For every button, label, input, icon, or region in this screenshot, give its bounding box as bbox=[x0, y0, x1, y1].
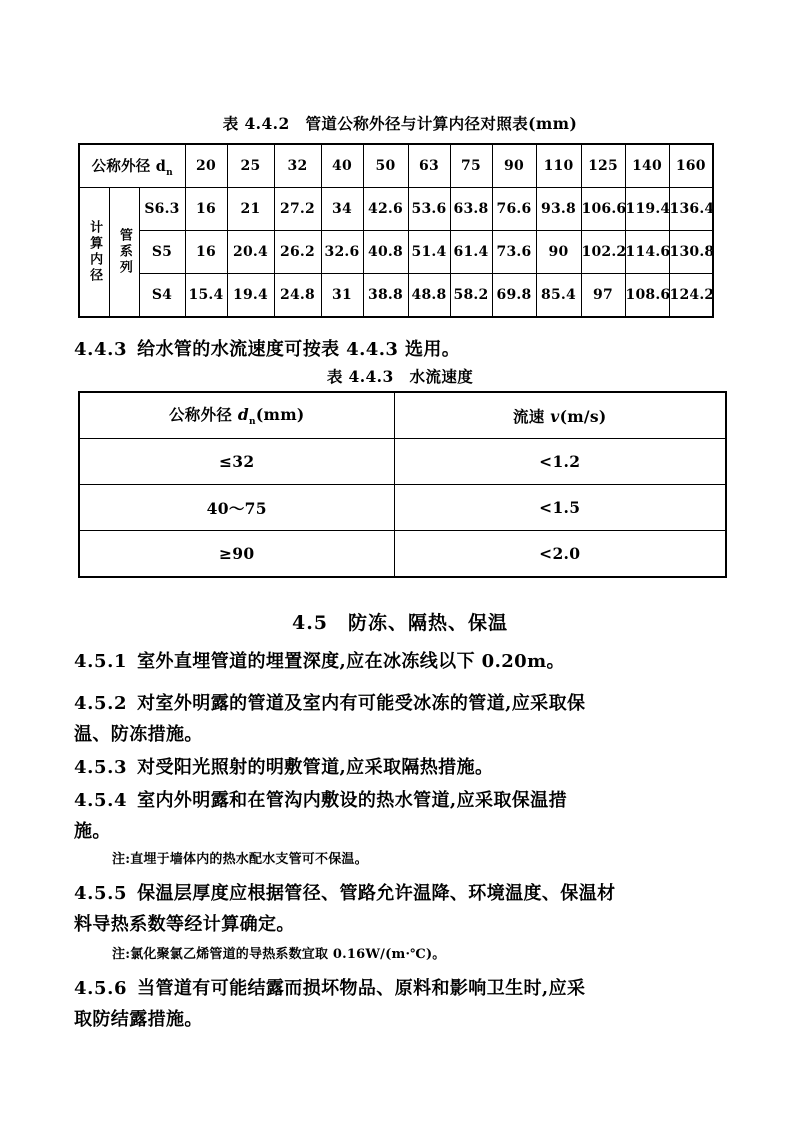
table-442-col-head: 32 bbox=[274, 144, 321, 188]
table-442-col-head: 50 bbox=[363, 144, 408, 188]
table-cell: 21 bbox=[227, 188, 274, 231]
table-cell: 24.8 bbox=[274, 274, 321, 318]
table-cell: 130.8 bbox=[669, 231, 713, 274]
clause-number: 4.5.6 bbox=[74, 978, 128, 999]
clause-text: 给水管的水流速度可按表 4.4.3 选用。 bbox=[137, 339, 461, 360]
table-row bbox=[79, 485, 726, 531]
table-442-header-row bbox=[79, 144, 713, 188]
table-442-col-head: 75 bbox=[450, 144, 492, 188]
table-443-col-head-diameter bbox=[79, 392, 394, 439]
clause-number: 4.5.5 bbox=[74, 883, 128, 904]
clause-4-5-2 bbox=[74, 688, 585, 719]
clause-line: 取防结露措施。 bbox=[74, 1009, 203, 1030]
table-cell: 69.8 bbox=[492, 274, 536, 318]
table-cell: 58.2 bbox=[450, 274, 492, 318]
clause-number: 4.4.3 bbox=[74, 339, 128, 360]
table-cell-velocity: <1.2 bbox=[394, 439, 726, 485]
table-cell: 34 bbox=[321, 188, 363, 231]
table-cell: 19.4 bbox=[227, 274, 274, 318]
table-cell: 119.4 bbox=[625, 188, 669, 231]
table-442-col-head: 140 bbox=[625, 144, 669, 188]
col-head-subscript: n bbox=[249, 417, 256, 428]
clause-line: 室外直埋管道的埋置深度,应在冰冻线以下 0.20m。 bbox=[137, 651, 565, 672]
header-label-subscript: n bbox=[166, 167, 173, 178]
clause-4-5-6-cont bbox=[74, 1004, 203, 1035]
table-443-header-row bbox=[79, 392, 726, 439]
table-cell: 16 bbox=[185, 231, 227, 274]
table-442-series-name: S6.3 bbox=[139, 188, 185, 231]
table-row bbox=[79, 231, 713, 274]
table-cell: 42.6 bbox=[363, 188, 408, 231]
col-head-suffix: (m/s) bbox=[559, 406, 607, 426]
table-cell: 85.4 bbox=[536, 274, 581, 318]
series-label-text: 管系列 bbox=[116, 228, 132, 276]
header-label-text: 公称外径 d bbox=[91, 157, 167, 175]
table-442-rowgroup-label bbox=[79, 188, 109, 318]
clause-4-5-2-cont bbox=[74, 719, 203, 750]
clause-number: 4.5.4 bbox=[74, 790, 128, 811]
table-cell: 73.6 bbox=[492, 231, 536, 274]
table-442-col-head: 160 bbox=[669, 144, 713, 188]
clause-line: 料导热系数等经计算确定。 bbox=[74, 914, 295, 935]
table-cell: 15.4 bbox=[185, 274, 227, 318]
table-cell-velocity: <2.0 bbox=[394, 531, 726, 578]
clause-4-5-1 bbox=[74, 646, 565, 677]
clause-line: 温、防冻措施。 bbox=[74, 724, 203, 745]
table-442-col-head: 110 bbox=[536, 144, 581, 188]
table-cell: 93.8 bbox=[536, 188, 581, 231]
table-cell: 16 bbox=[185, 188, 227, 231]
clause-4-5-5 bbox=[74, 878, 616, 909]
clause-number: 4.5.1 bbox=[74, 651, 128, 672]
table-cell: 48.8 bbox=[408, 274, 450, 318]
clause-line: 对室外明露的管道及室内有可能受冰冻的管道,应采取保 bbox=[137, 693, 586, 714]
col-head-prefix: 流速 bbox=[512, 406, 551, 426]
table-cell: 27.2 bbox=[274, 188, 321, 231]
table-cell-velocity: <1.5 bbox=[394, 485, 726, 531]
clause-line: 施。 bbox=[74, 821, 111, 842]
table-442-col-head: 40 bbox=[321, 144, 363, 188]
table-443-caption: 表 4.4.3 水流速度 bbox=[326, 367, 474, 386]
clause-4-4-3 bbox=[74, 334, 460, 365]
table-442-container bbox=[78, 143, 715, 318]
clause-4-5-5-cont bbox=[74, 909, 295, 940]
table-cell: 90 bbox=[536, 231, 581, 274]
clause-4-5-6 bbox=[74, 973, 585, 1004]
table-cell: 76.6 bbox=[492, 188, 536, 231]
table-row bbox=[79, 274, 713, 318]
col-head-prefix: 公称外径 bbox=[168, 405, 238, 425]
table-442-series-label bbox=[109, 188, 139, 318]
table-cell: 51.4 bbox=[408, 231, 450, 274]
section-45-heading: 4.5 防冻、隔热、保温 bbox=[291, 612, 509, 634]
table-442-series-name: S5 bbox=[139, 231, 185, 274]
table-row bbox=[79, 531, 726, 578]
table-442 bbox=[78, 143, 714, 318]
rowgroup-label-text: 计算内径 bbox=[87, 220, 103, 284]
clause-line: 当管道有可能结露而损坏物品、原料和影响卫生时,应采 bbox=[137, 978, 586, 999]
table-443-container bbox=[78, 391, 725, 578]
clause-4-5-3 bbox=[74, 752, 493, 783]
table-cell: 40.8 bbox=[363, 231, 408, 274]
table-442-header-label bbox=[79, 144, 185, 188]
table-cell: 102.2 bbox=[581, 231, 625, 274]
table-443-col-head-velocity bbox=[394, 392, 726, 439]
table-442-col-head: 63 bbox=[408, 144, 450, 188]
table-cell-diameter: ≥90 bbox=[79, 531, 394, 578]
note-2: 注:氯化聚氯乙烯管道的导热系数宜取 0.16W/(m·℃)。 bbox=[112, 947, 446, 962]
clause-number: 4.5.3 bbox=[74, 757, 128, 778]
table-442-col-head: 25 bbox=[227, 144, 274, 188]
note-1: 注:直埋于墙体内的热水配水支管可不保温。 bbox=[112, 852, 368, 867]
clause-line: 室内外明露和在管沟内敷设的热水管道,应采取保温措 bbox=[137, 790, 567, 811]
col-head-symbol: d bbox=[237, 405, 250, 425]
table-442-series-name: S4 bbox=[139, 274, 185, 318]
table-443 bbox=[78, 391, 727, 578]
table-cell: 63.8 bbox=[450, 188, 492, 231]
table-cell: 32.6 bbox=[321, 231, 363, 274]
table-442-caption: 表 4.4.2 管道公称外径与计算内径对照表(mm) bbox=[222, 114, 578, 133]
table-cell: 124.2 bbox=[669, 274, 713, 318]
table-cell: 106.6 bbox=[581, 188, 625, 231]
clause-line: 对受阳光照射的明敷管道,应采取隔热措施。 bbox=[137, 757, 494, 778]
table-cell: 53.6 bbox=[408, 188, 450, 231]
col-head-symbol: v bbox=[550, 406, 560, 426]
table-cell: 108.6 bbox=[625, 274, 669, 318]
table-cell-diameter: 40～75 bbox=[79, 485, 394, 531]
col-head-suffix: (mm) bbox=[255, 405, 305, 425]
table-442-col-head: 90 bbox=[492, 144, 536, 188]
table-row bbox=[79, 439, 726, 485]
table-cell: 20.4 bbox=[227, 231, 274, 274]
table-row bbox=[79, 188, 713, 231]
table-cell: 26.2 bbox=[274, 231, 321, 274]
clause-4-5-4 bbox=[74, 785, 567, 816]
table-cell-diameter: ≤32 bbox=[79, 439, 394, 485]
table-cell: 31 bbox=[321, 274, 363, 318]
table-cell: 114.6 bbox=[625, 231, 669, 274]
table-cell: 97 bbox=[581, 274, 625, 318]
clause-number: 4.5.2 bbox=[74, 693, 128, 714]
table-cell: 38.8 bbox=[363, 274, 408, 318]
table-442-col-head: 20 bbox=[185, 144, 227, 188]
table-cell: 136.4 bbox=[669, 188, 713, 231]
table-442-col-head: 125 bbox=[581, 144, 625, 188]
clause-4-5-4-cont bbox=[74, 816, 111, 847]
clause-line: 保温层厚度应根据管径、管路允许温降、环境温度、保温材 bbox=[137, 883, 616, 904]
table-cell: 61.4 bbox=[450, 231, 492, 274]
